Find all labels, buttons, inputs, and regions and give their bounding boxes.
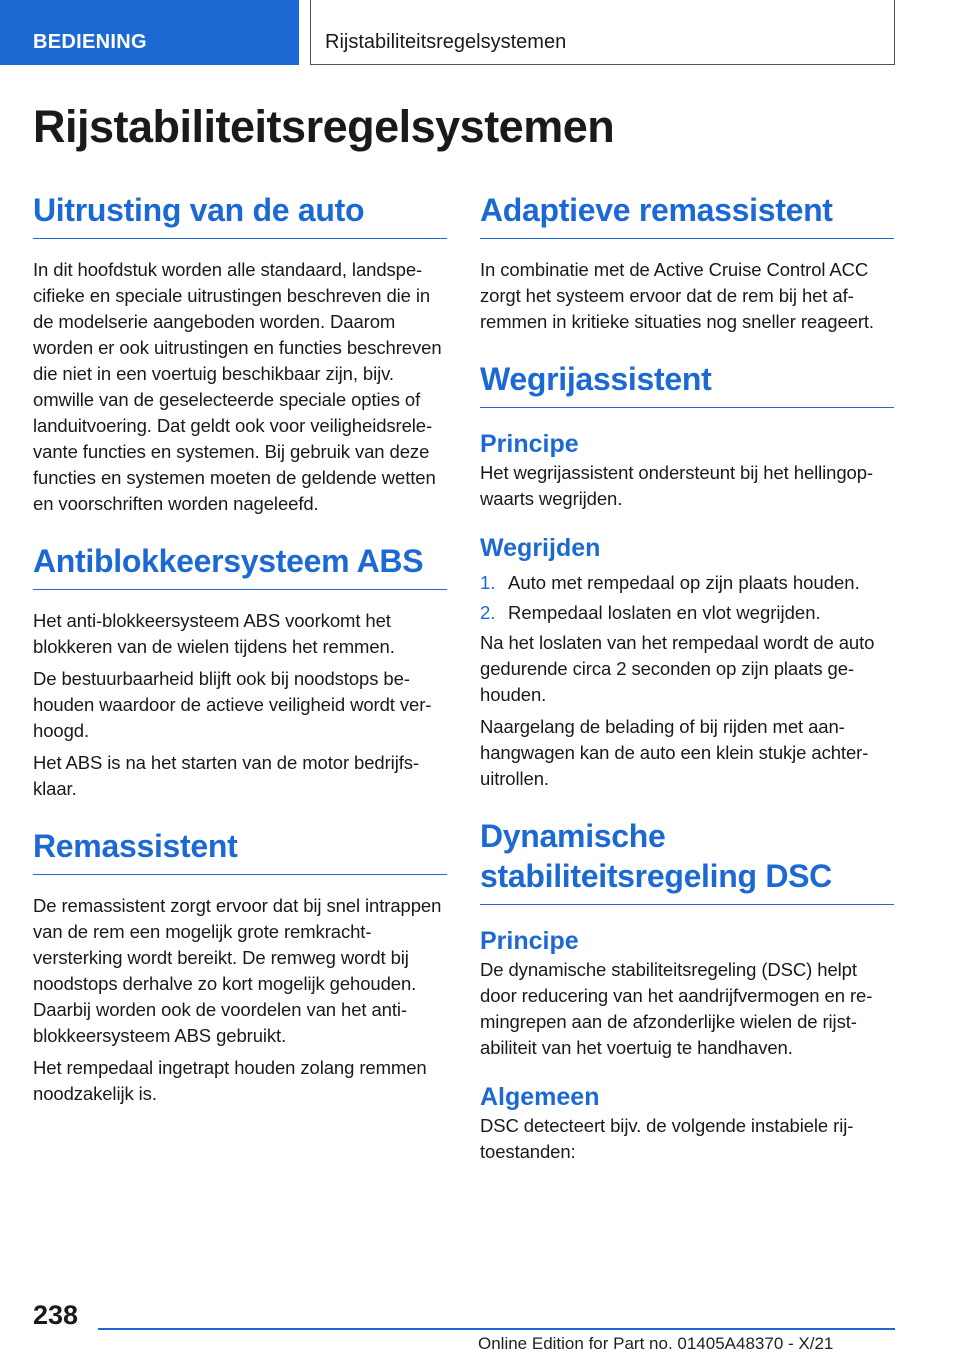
left-column xyxy=(33,190,447,1107)
heading-adaptieve: Adaptieve remassistent xyxy=(480,190,894,239)
heading-wegrijassistent: Wegrijassistent xyxy=(480,359,894,408)
step-number: 2. xyxy=(480,602,496,623)
section-label: BEDIENING xyxy=(33,31,147,53)
section-tab xyxy=(0,0,299,65)
subheading-principe: Principe xyxy=(480,927,579,955)
paragraph: Het anti-blokkeersysteem ABS voorkomt het blokkeren van de wielen tijdens het remmen. xyxy=(33,610,395,657)
paragraph: DSC detecteert bijv. de volgende instabiele rijtoestanden: xyxy=(480,1115,854,1162)
heading-uitrusting: Uitrusting van de auto xyxy=(33,190,447,239)
header-right-edge xyxy=(894,0,895,65)
paragraph: In combinatie met de Active Cruise Control ACC zorgt het systeem ervoor dat de rem bij het afremmen in kritieke situaties nog sneller reageert. xyxy=(480,259,874,332)
paragraph: De dynamische stabiliteitsregeling (DSC) helpt door reducering van het aandrijfvermogen en remingrepen aan de afzonderlijke wielen de rijstabiliteit van het voertuig te handhaven. xyxy=(480,959,873,1058)
header-divider xyxy=(310,0,311,65)
heading-dsc: Dynamische stabiliteitsregeling DSC xyxy=(480,816,894,905)
step-number: 1. xyxy=(480,572,496,593)
paragraph: Het wegrijassistent ondersteunt bij het hellingopwaarts wegrijden. xyxy=(480,462,874,509)
paragraph: De remassistent zorgt ervoor dat bij snel intrappen van de rem een mogelijk grote remkrachtversterking wordt bereikt. De remweg wordt bij noodstops derhalve zo kort mogelijk gehouden. Daarbij worden ook de voordelen van het antiblokkeersysteem ABS gebruikt. xyxy=(33,895,442,1046)
paragraph: Het ABS is na het starten van de motor bedrijfsklaar. xyxy=(33,752,420,799)
paragraph: De bestuurbaarheid blijft ook bij noodstops behouden waardoor de actieve veiligheid wordt verhoogd. xyxy=(33,668,432,741)
subheading-algemeen: Algemeen xyxy=(480,1083,600,1111)
step-text: Rempedaal loslaten en vlot wegrijden. xyxy=(508,602,821,623)
heading-abs: Antiblokkeersysteem ABS xyxy=(33,541,447,590)
edition-note: Online Edition for Part no. 01405A48370 - X/21 xyxy=(478,1334,834,1353)
step-text: Auto met rempedaal op zijn plaats houden. xyxy=(508,572,860,593)
page-title: Rijstabiliteitsregelsystemen xyxy=(33,101,615,152)
paragraph: Na het loslaten van het rempedaal wordt de auto gedurende circa 2 seconden op zijn plaats gehouden. xyxy=(480,632,875,705)
chapter-label: Rijstabiliteitsregelsystemen xyxy=(325,31,567,53)
list-item xyxy=(480,570,894,596)
paragraph: Het rempedaal ingetrapt houden zolang remmen noodzakelijk is. xyxy=(33,1057,427,1104)
header-rule xyxy=(310,64,895,65)
subheading-wegrijden: Wegrijden xyxy=(480,534,601,562)
heading-remassistent: Remassistent xyxy=(33,826,447,875)
list-item xyxy=(480,600,894,626)
right-column xyxy=(480,190,894,1165)
paragraph: Naargelang de belading of bij rijden met aanhangwagen kan de auto een klein stukje achteruitrollen. xyxy=(480,716,869,789)
page-number: 238 xyxy=(33,1300,79,1330)
subheading-principe: Principe xyxy=(480,430,579,458)
footer-rule xyxy=(98,1328,895,1330)
steps-list xyxy=(480,570,894,626)
paragraph: In dit hoofdstuk worden alle standaard, landspecifieke en speciale uitrustingen beschreven die in de modelserie aangeboden worden. Daarom worden er ook uitrustingen en functies beschreven die niet in een voertuig beschikbaar zijn, bijv. omwille van de geselecteerde speciale opties of landuitvoering. Dat geldt ook voor veiligheidsrelevante functies en systemen. Bij gebruik van deze functies en systemen moeten de geldende wetten en voorschriften worden nageleefd. xyxy=(33,259,442,514)
